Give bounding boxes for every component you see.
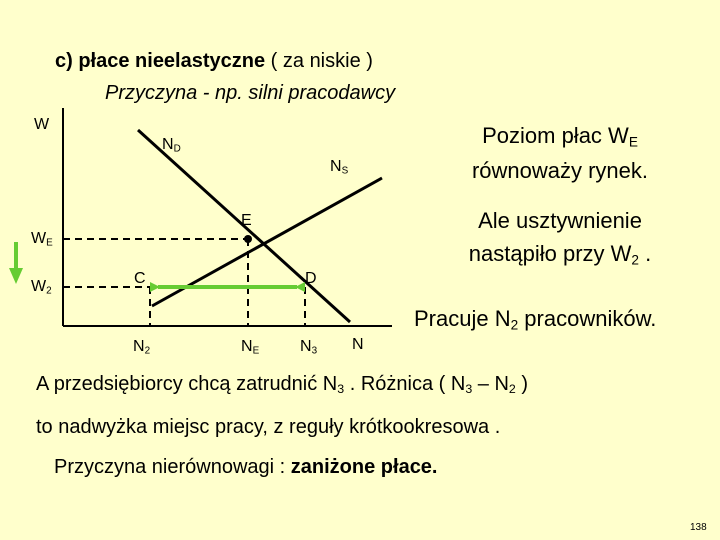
body-line-1: A przedsiębiorcy chcą zatrudnić $N_3$ . Różnica ( $N_3 - N_2$ )	[36, 373, 529, 397]
title-line-2: Przyczyna - np. silni pracodawcy	[105, 82, 396, 104]
x-tick-n2: $N_2$	[133, 338, 151, 357]
rigid-note-line-1: Ale usztywnienie	[478, 208, 642, 233]
y-axis-label: W	[34, 116, 50, 133]
equilibrium-point	[244, 235, 252, 243]
title-normal-part: ( za niskie )	[265, 50, 373, 72]
down-arrow-head-icon	[9, 268, 23, 284]
demand-curve-label: $N_D$	[162, 136, 181, 155]
title-bold-part: c) płace nieelastyczne	[55, 50, 266, 72]
x-tick-ne: $N_E$	[241, 338, 260, 357]
body-line-2: to nadwyżka miejsc pracy, z reguły krótkookresowa .	[36, 416, 501, 438]
point-c-label: C	[134, 270, 146, 287]
point-e-label: E	[241, 212, 252, 229]
y-tick-w2: $W_2$	[31, 278, 52, 297]
x-axis-label: N	[352, 336, 364, 353]
workers-note: Pracuje $N_2$ pracowników.	[414, 306, 657, 333]
point-d-label: D	[305, 270, 317, 287]
body-line-3: Przyczyna nierównowagi : zaniżone płace.	[54, 456, 438, 478]
equilibrium-note-line-2: równoważy rynek.	[471, 158, 649, 183]
rigid-note-line-2: nastąpiło przy $W_2$ .	[468, 241, 652, 268]
supply-curve-label: $N_S$	[330, 158, 349, 177]
page-number: 138	[690, 522, 707, 533]
y-tick-we: $W_E$	[31, 230, 53, 249]
title-line-1	[55, 50, 373, 73]
equilibrium-note-line-1: Poziom płac $W_E$	[482, 123, 638, 150]
x-tick-n3: $N_3$	[300, 338, 318, 357]
